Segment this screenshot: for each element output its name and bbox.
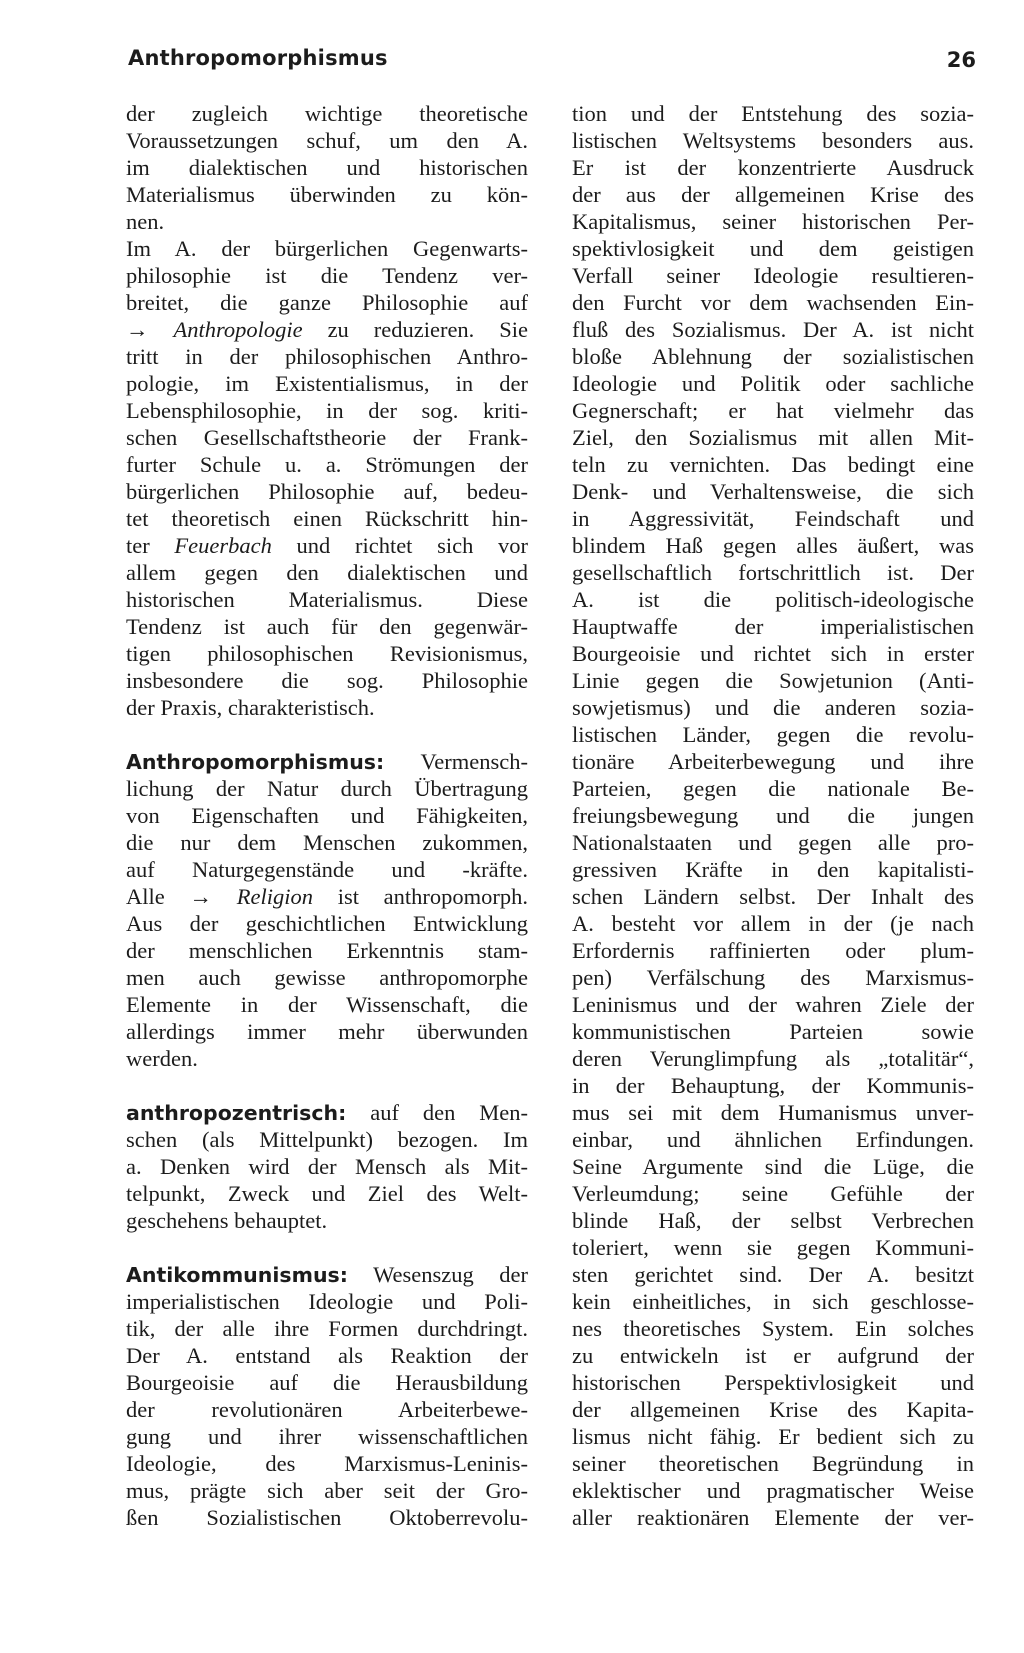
text-line: einbar, und ähnlichen Erfindungen.	[572, 1127, 974, 1152]
text-line: a. Denken wird der Mensch als Mit-	[126, 1154, 528, 1179]
text-line: spektivlosigkeit und dem geistigen	[572, 236, 974, 261]
text-line: toleriert, wenn sie gegen Kommuni-	[572, 1235, 974, 1260]
text-line: Nationalstaaten und gegen alle pro-	[572, 830, 974, 855]
text-line: men auch gewisse anthropomorphe	[126, 965, 528, 990]
running-head: Anthropomorphismus	[128, 46, 388, 70]
cross-reference-religion[interactable]: Religion	[236, 884, 313, 909]
entry-antikommunismus	[126, 1261, 528, 1531]
text-line: Denk- und Verhaltensweise, die sich	[572, 479, 974, 504]
text-line: Antikommunismus: Wesenszug der	[126, 1262, 528, 1287]
text-line: Im A. der bürgerlichen Gegenwarts-	[126, 236, 528, 261]
text-line: seiner theoretischen Begründung in	[572, 1451, 974, 1476]
text-line: Verleumdung; seine Gefühle der	[572, 1181, 974, 1206]
text-line: anthropozentrisch: auf den Men-	[126, 1100, 529, 1125]
text-line: der revolutionären Arbeiterbewe-	[126, 1397, 528, 1422]
text-line: listischen Weltsystems besonders aus.	[572, 128, 974, 153]
text-line: nes theoretisches System. Ein solches	[572, 1316, 974, 1341]
text-line: sowjetismus) und die anderen sozia-	[572, 695, 974, 720]
right-column	[572, 100, 974, 1531]
text-line: Gegnerschaft; er hat vielmehr das	[572, 398, 974, 423]
text-line: mus, prägte sich aber seit der Gro-	[126, 1478, 528, 1503]
text-line: gesellschaftlich fortschrittlich ist. Der	[572, 560, 974, 585]
text-line: Er ist der konzentrierte Ausdruck	[572, 155, 974, 180]
text-line: der aus der allgemeinen Krise des	[572, 182, 974, 207]
text-line: Materialismus überwinden zu kön-	[126, 182, 528, 207]
text-line: schen Ländern selbst. Der Inhalt des	[572, 884, 974, 909]
text-line: gressiven Kräfte in den kapitalisti-	[572, 857, 974, 882]
text-line: Alle → Religion ist anthropomorph.	[126, 884, 529, 909]
text-line: die nur dem Menschen zukommen,	[126, 830, 528, 855]
text-line: Leninismus und der wahren Ziele der	[572, 992, 974, 1017]
text-line: telpunkt, Zweck und Ziel des Welt-	[126, 1181, 528, 1206]
text-line: insbesondere die sog. Philosophie	[126, 668, 528, 693]
text-line: listischen Länder, gegen die revolu-	[572, 722, 974, 747]
text-line: Verfall seiner Ideologie resultieren-	[572, 263, 974, 288]
text-line: Lebensphilosophie, in der sog. kriti-	[126, 398, 528, 423]
text-line: Der A. entstand als Reaktion der	[126, 1343, 528, 1368]
entry-term: anthropozentrisch:	[126, 1101, 347, 1125]
text-line: tet theoretisch einen Rückschritt hin-	[126, 506, 528, 531]
text-line: Hauptwaffe der imperialistischen	[572, 614, 974, 639]
entry-spacer	[126, 1072, 528, 1099]
text-line: schen (als Mittelpunkt) bezogen. Im	[126, 1127, 528, 1152]
text-line: Kapitalismus, seiner historischen Per-	[572, 209, 974, 234]
text-line: furter Schule u. a. Strömungen der	[126, 452, 528, 477]
text-line: ter Feuerbach und richtet sich vor	[126, 533, 528, 558]
text-line: sten gerichtet sind. Der A. besitzt	[572, 1262, 974, 1287]
text-line: pen) Verfälschung des Marxismus-	[572, 965, 974, 990]
text-line: tigen philosophischen Revisionismus,	[126, 641, 528, 666]
text-line: Elemente in der Wissenschaft, die	[126, 992, 528, 1017]
text-line: den Furcht vor dem wachsenden Ein-	[572, 290, 974, 315]
gegenwartsphilosophie-paragraph	[126, 235, 528, 721]
text-line: allem gegen den dialektischen und	[126, 560, 528, 585]
text-line: tritt in der philosophischen Anthro-	[126, 344, 528, 369]
text-line: Anthropomorphismus: Vermensch-	[126, 749, 528, 774]
text-line: Parteien, gegen die nationale Be-	[572, 776, 974, 801]
text-line: nen.	[126, 209, 165, 234]
text-line: schen Gesellschaftstheorie der Frank-	[126, 425, 528, 450]
text-line: lismus nicht fähig. Er bedient sich zu	[572, 1424, 974, 1449]
text-line: Aus der geschichtlichen Entwicklung	[126, 911, 528, 936]
entry-anthropomorphismus	[126, 748, 528, 1072]
text-line: breitet, die ganze Philosophie auf	[126, 290, 528, 315]
text-line: historischen Perspektivlosigkeit und	[572, 1370, 974, 1395]
text-line: Bourgeoisie und richtet sich in erster	[572, 641, 974, 666]
continued-paragraph	[126, 100, 528, 235]
text-line: der zugleich wichtige theoretische	[126, 101, 528, 126]
text-line: → Anthropologie zu reduzieren. Sie	[126, 317, 529, 342]
text-line: kommunistischen Parteien sowie	[572, 1019, 974, 1044]
text-line: teln zu vernichten. Das bedingt eine	[572, 452, 974, 477]
text-line: tionäre Arbeiterbewegung und ihre	[572, 749, 974, 774]
text-line: A. besteht vor allem in der (je nach	[572, 911, 974, 936]
text-line: bloße Ablehnung der sozialistischen	[572, 344, 974, 369]
text-line: in Aggressivität, Feindschaft und	[572, 506, 974, 531]
text-line: aller reaktionären Elemente der ver-	[572, 1505, 974, 1530]
entry-term: Anthropomorphismus:	[126, 750, 385, 774]
text-line: der Praxis, charakteristisch.	[126, 695, 375, 720]
text-line: Erfordernis raffinierten oder plum-	[572, 938, 974, 963]
text-line: auf Naturgegenstände und -kräfte.	[126, 857, 528, 882]
text-line: blindem Haß gegen alles äußert, was	[572, 533, 974, 558]
text-line: im dialektischen und historischen	[126, 155, 528, 180]
text-line: A. ist die politisch-ideologische	[572, 587, 974, 612]
cross-reference-anthropologie[interactable]: Anthropologie	[173, 317, 303, 342]
text-line: von Eigenschaften und Fähigkeiten,	[126, 803, 528, 828]
cross-reference-arrow-icon: →	[126, 317, 149, 342]
text-line: deren Verunglimpfung als „totalitär“,	[572, 1046, 974, 1071]
text-line: Ideologie und Politik oder sachliche	[572, 371, 974, 396]
entry-spacer	[126, 721, 528, 748]
left-column	[126, 100, 528, 1531]
text-line: philosophie ist die Tendenz ver-	[126, 263, 528, 288]
text-line: imperialistischen Ideologie und Poli-	[126, 1289, 528, 1314]
text-line: pologie, im Existentialismus, in der	[126, 371, 528, 396]
text-line: blinde Haß, der selbst Verbrechen	[572, 1208, 974, 1233]
text-line: geschehens behauptet.	[126, 1208, 328, 1233]
text-line: gung und ihrer wissenschaftlichen	[126, 1424, 528, 1449]
entry-term: Antikommunismus:	[126, 1263, 348, 1287]
text-line: mus sei mit dem Humanismus unver-	[572, 1100, 974, 1125]
text-line: bürgerlichen Philosophie auf, bedeu-	[126, 479, 528, 504]
text-line: allerdings immer mehr überwunden	[126, 1019, 528, 1044]
text-line: tion und der Entstehung des sozia-	[572, 101, 974, 126]
text-line: Tendenz ist auch für den gegenwär-	[126, 614, 528, 639]
text-line: Ziel, den Sozialismus mit allen Mit-	[572, 425, 974, 450]
page-number: 26	[946, 48, 976, 72]
text-line: kein einheitliches, in sich geschlosse-	[572, 1289, 974, 1314]
text-line: ßen Sozialistischen Oktoberrevolu-	[126, 1505, 528, 1530]
text-line: in der Behauptung, der Kommunis-	[572, 1073, 974, 1098]
text-line: Linie gegen die Sowjetunion (Anti-	[572, 668, 974, 693]
text-line: historischen Materialismus. Diese	[126, 587, 528, 612]
text-line: eklektischer und pragmatischer Weise	[572, 1478, 974, 1503]
text-line: Bourgeoisie auf die Herausbildung	[126, 1370, 528, 1395]
text-line: freiungsbewegung und die jungen	[572, 803, 974, 828]
person-name-feuerbach: Feuerbach	[174, 533, 272, 558]
text-line: der menschlichen Erkenntnis stam-	[126, 938, 528, 963]
text-line: Seine Argumente sind die Lüge, die	[572, 1154, 974, 1179]
text-line: zu entwickeln ist er aufgrund der	[572, 1343, 974, 1368]
entry-anthropozentrisch	[126, 1099, 528, 1234]
cross-reference-arrow-icon: →	[189, 884, 212, 909]
text-line: Voraussetzungen schuf, um den A.	[126, 128, 528, 153]
text-line: werden.	[126, 1046, 198, 1071]
entry-spacer	[126, 1234, 528, 1261]
text-line: Ideologie, des Marxismus-Leninis-	[126, 1451, 528, 1476]
text-line: fluß des Sozialismus. Der A. ist nicht	[572, 317, 974, 342]
text-line: lichung der Natur durch Übertragung	[126, 776, 528, 801]
text-line: der allgemeinen Krise des Kapita-	[572, 1397, 974, 1422]
text-line: tik, der alle ihre Formen durchdringt.	[126, 1316, 528, 1341]
